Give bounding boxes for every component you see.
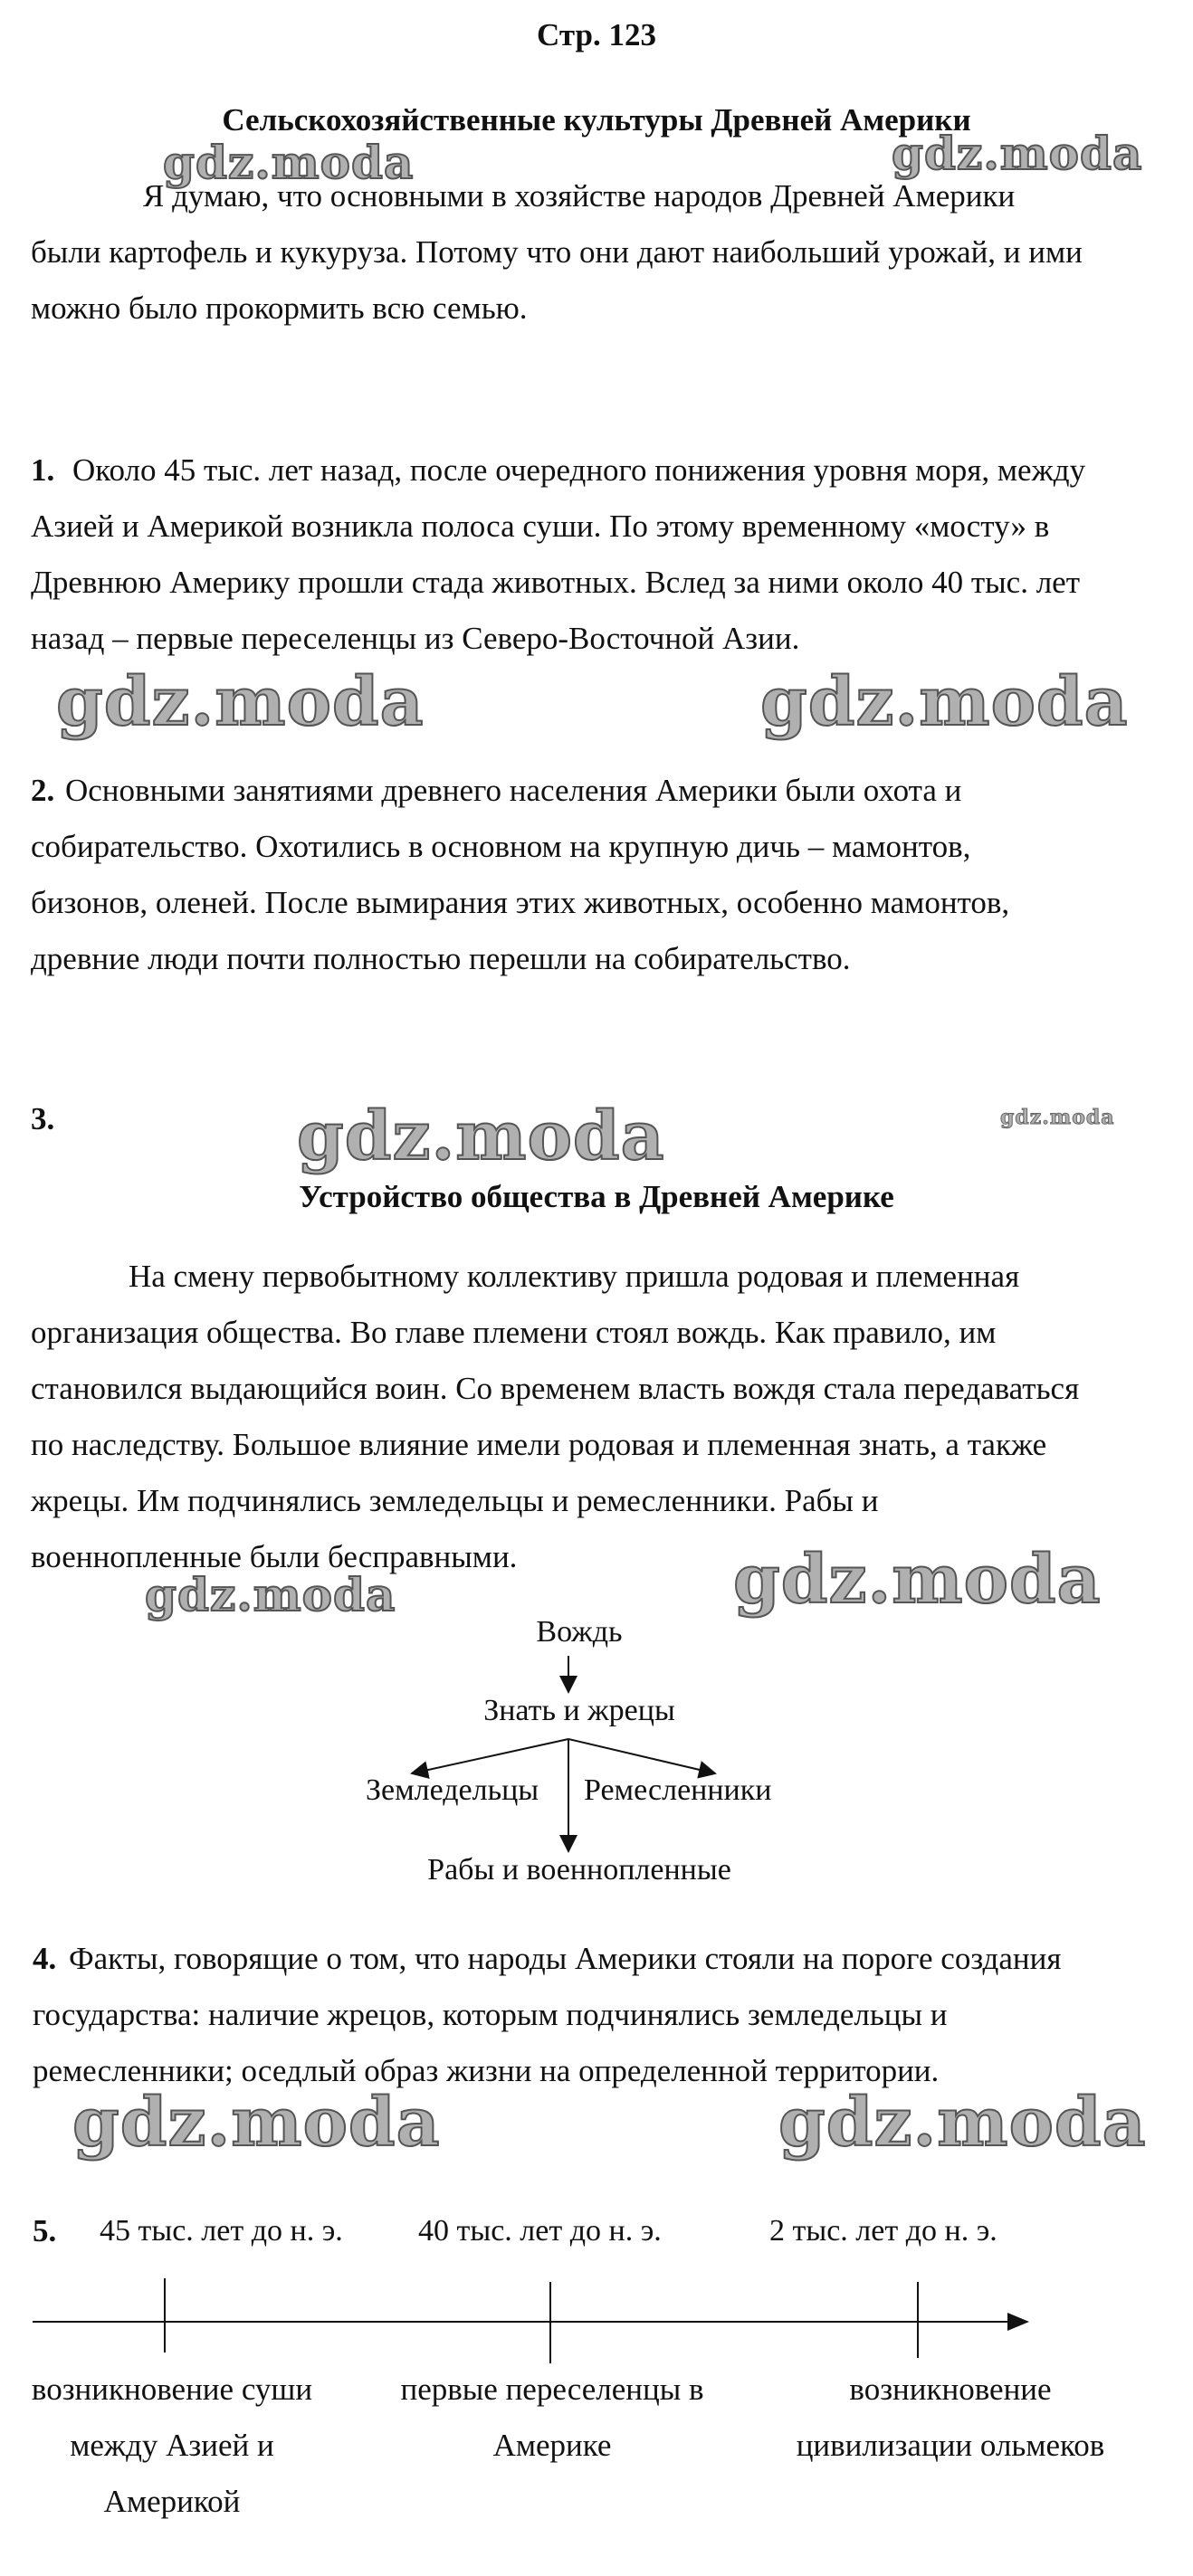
timeline-event-1 — [27, 2362, 317, 2530]
intro-line-1: Я думаю, что основными в хозяйстве народов Древней Америки — [143, 178, 1016, 214]
page-header: Стр. 123 — [537, 17, 656, 52]
timeline-event-3-line-1: возникновение — [849, 2372, 1052, 2407]
diagram-nobility: Знать и жрецы — [483, 1694, 675, 1727]
task1-number: 1. — [31, 452, 55, 488]
diagram-chief: Вождь — [536, 1615, 623, 1649]
task3-line-3: становился выдающийся воин. Со временем власть вождя стала передаваться — [31, 1371, 1080, 1406]
watermark: gdz.moda — [733, 1541, 1102, 1619]
intro-line-2: были картофель и кукуруза. Потому что они дают наибольший урожай, и ими — [31, 234, 1083, 270]
timeline-event-3 — [778, 2362, 1122, 2474]
watermark: gdz.moda — [778, 2084, 1147, 2162]
timeline-event-1-line-1: возникновение суши — [31, 2372, 313, 2407]
task1-line-1: Около 45 тыс. лет назад, после очередного понижения уровня моря, между — [72, 452, 1086, 488]
timeline-date-1: 45 тыс. лет до н. э. — [100, 2214, 343, 2248]
watermark: gdz.moda — [1000, 1106, 1115, 1129]
watermark: gdz.moda — [145, 1568, 396, 1621]
task5-number: 5. — [33, 2213, 57, 2248]
watermark: gdz.moda — [72, 2084, 441, 2162]
timeline-event-3-line-2: цивилизации ольмеков — [796, 2428, 1105, 2463]
task2-line-2: собирательство. Охотились в основном на крупную дичь – мамонтов, — [31, 829, 971, 864]
diagram-farmers: Земледельцы — [366, 1773, 539, 1807]
task3-line-6: военнопленные были бесправными. — [31, 1539, 518, 1574]
task1-line-4: назад – первые переселенцы из Северо-Восточной Азии. — [31, 621, 800, 656]
watermark: gdz.moda — [56, 663, 425, 741]
task3-title: Устройство общества в Древней Америке — [299, 1179, 894, 1214]
task4-number: 4. — [33, 1941, 57, 1976]
task3-number: 3. — [31, 1101, 55, 1136]
task4-line-1: Факты, говорящие о том, что народы Америки стояли на пороге создания — [69, 1941, 1062, 1976]
task1-line-3: Древнюю Америку прошли стада животных. Вслед за ними около 40 тыс. лет — [31, 565, 1080, 600]
timeline-event-2-line-1: первые переселенцы в — [400, 2372, 704, 2407]
timeline-event-1-line-2: между Азией и — [70, 2428, 274, 2463]
task2-line-3: бизонов, оленей. После вымирания этих животных, особенно мамонтов, — [31, 885, 1010, 920]
timeline-date-3: 2 тыс. лет до н. э. — [769, 2214, 997, 2248]
task1-line-2: Азией и Америкой возникла полоса суши. По этому временному «мосту» в — [31, 509, 1050, 544]
task3-line-4: по наследству. Большое влияние имели родовая и племенная знать, а также — [31, 1427, 1047, 1462]
task3-line-2: организация общества. Во главе племени стоял вождь. Как правило, им — [31, 1315, 997, 1350]
watermark: gdz.moda — [892, 127, 1143, 180]
timeline-event-2 — [398, 2362, 706, 2474]
task4-line-3: ремесленники; оседлый образ жизни на определенной территории. — [33, 2053, 940, 2088]
intro-title: Сельскохозяйственные культуры Древней Америки — [222, 102, 971, 138]
task2-line-4: древние люди почти полностью перешли на собирательство. — [31, 941, 851, 976]
timeline-event-2-line-2: Америке — [492, 2428, 612, 2463]
timeline-date-2: 40 тыс. лет до н. э. — [418, 2214, 662, 2248]
watermark: gdz.moda — [760, 663, 1129, 741]
watermark: gdz.moda — [297, 1098, 665, 1175]
diagram-artisans: Ремесленники — [584, 1773, 772, 1807]
task2-number: 2. — [31, 773, 55, 808]
diagram-slaves: Рабы и военнопленные — [427, 1853, 731, 1887]
task3-line-5: жрецы. Им подчинялись земледельцы и ремесленники. Рабы и — [31, 1483, 879, 1518]
task4-line-2: государства: наличие жрецов, которым подчинялись земледельцы и — [33, 1997, 948, 2032]
intro-line-3: можно было прокормить всю семью. — [31, 290, 528, 326]
watermark: gdz.moda — [163, 136, 415, 189]
task3-line-1: На смену первобытному коллективу пришла родовая и племенная — [129, 1259, 1020, 1294]
task2-line-1: Основными занятиями древнего населения Америки были охота и — [65, 773, 962, 808]
timeline-event-1-line-3: Америкой — [103, 2484, 241, 2519]
